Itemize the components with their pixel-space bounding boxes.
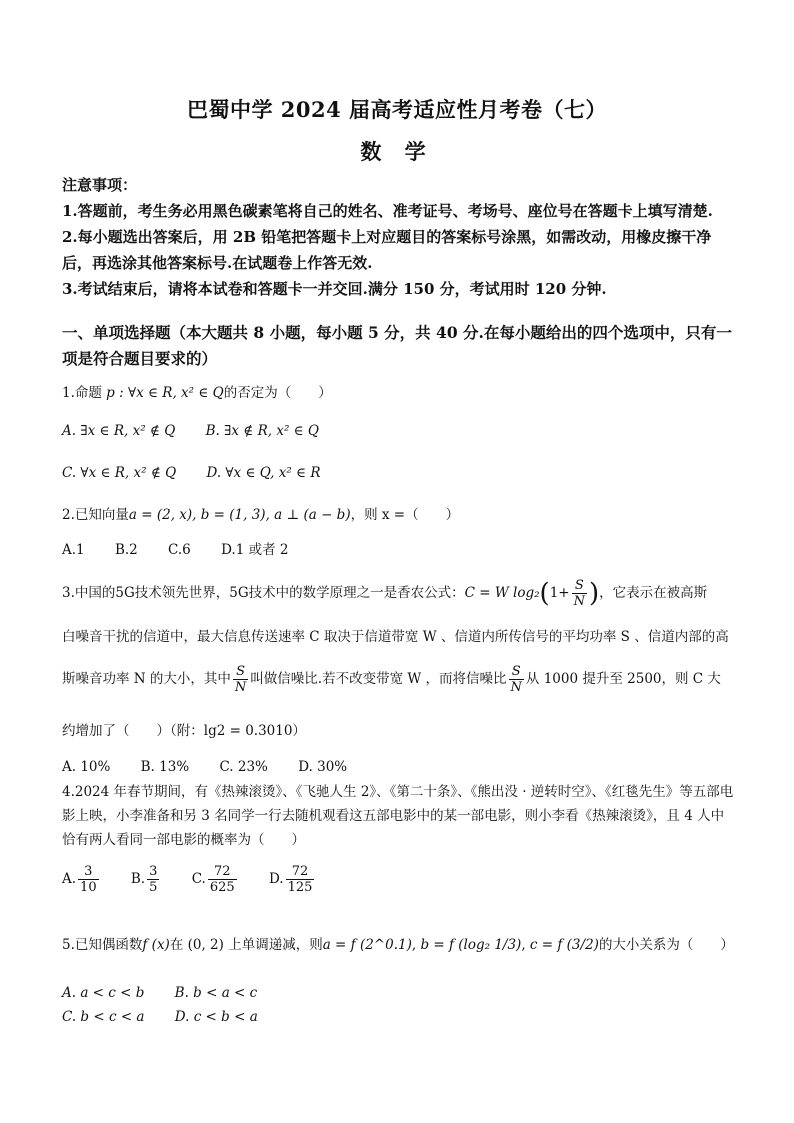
q2-option-d[interactable]: D.1 或者 2	[221, 542, 289, 558]
q4-option-c[interactable]: C. $\frac{72}{625}$	[191, 864, 235, 895]
q4-option-b[interactable]: B. $\frac{3}{5}$	[130, 864, 158, 895]
section-heading: 一、单项选择题（本大题共 8 小题，每小题 5 分，共 40 分.在每小题给出的四个选项中，只有一项是符合题目要求的）	[62, 323, 732, 368]
q3-option-d[interactable]: D. 30%	[298, 759, 348, 775]
q2-option-c[interactable]: C.6	[168, 542, 191, 558]
q1-option-c[interactable]: C. ∀x ∈ R, x² ∉ Q	[62, 465, 177, 481]
q3-option-c[interactable]: C. 23%	[219, 759, 268, 775]
question-3-line1: 3.中国的5G技术领先世界，5G技术中的数学原理之一是香农公式：C = W log₂(1+ $\frac{S}{N}$ )，它表示在被高斯	[62, 578, 708, 609]
question-3-line3: 斯噪音功率 N 的大小，其中 $\frac{S}{N}$ 叫做信噪比.若不改变带宽 W ，而将信噪比 $\frac{S}{N}$ 从 1000 提升至 2500，则 C 大	[62, 664, 721, 695]
exam-subject: 数 学	[360, 139, 434, 164]
exam-title: 巴蜀中学 2024 届高考适应性月考卷（七）	[186, 97, 608, 122]
note-item-1: 1.答题前，考生务必用黑色碳素笔将自己的姓名、准考证号、考场号、座位号在答题卡上填写清楚.	[62, 202, 713, 220]
notes-heading: 注意事项：	[62, 176, 138, 194]
q2-option-b[interactable]: B.2	[114, 542, 138, 558]
note-item-3: 3.考试结束后，请将本试卷和答题卡一并交回.满分 150 分，考试用时 120 分钟.	[62, 280, 607, 298]
question-1-options-row1	[62, 420, 734, 442]
q1-option-d[interactable]: D. ∀x ∈ Q, x² ∈ R	[206, 465, 321, 481]
formula-fraction: $\frac{S}{N}$	[573, 578, 585, 609]
q1-proposition: p : ∀x ∈ R, x² ∈ Q	[106, 385, 224, 401]
shannon-formula: C = W log₂	[464, 585, 540, 601]
question-3-line2: 白噪音干扰的信道中，最大信息传送速率 C 取决于信道带宽 W 、信道内所传信号的平均功率 S 、信道内部的高	[62, 629, 729, 645]
question-5-options-row1	[62, 982, 734, 1004]
question-4-options	[62, 864, 734, 895]
note-item-2: 2.每小题选出答案后，用 2B 铅笔把答题卡上对应题目的答案标号涂黑，如需改动，用橡皮擦干净后，再选涂其他答案标号.在试题卷上作答无效.	[62, 228, 712, 272]
q2-vectors: a = (2, x), b = (1, 3), a ⊥ (a − b)	[128, 507, 351, 523]
question-5-stem: 5.已知偶函数f (x)在 (0, 2) 上单调递减，则a = f (2^0.1), b = f (log₂ 1/3), c = f (3/2)的大小关系为（ ）	[62, 937, 734, 953]
question-3-options	[62, 756, 734, 778]
q5-option-a[interactable]: A. a < c < b	[62, 985, 145, 1001]
question-5-options-row2	[62, 1006, 734, 1028]
q2-option-a[interactable]: A.1	[62, 542, 85, 558]
q3-option-a[interactable]: A. 10%	[62, 759, 111, 775]
notes-block	[62, 172, 734, 302]
q5-function: f (x)	[142, 937, 170, 953]
snr-fraction-2: $\frac{S}{N}$	[510, 664, 522, 695]
q5-option-b[interactable]: B. b < a < c	[174, 985, 258, 1001]
q5-b-expr: b = f (log₂ 1/3)	[420, 937, 522, 953]
question-1-stem: 1.命题 p : ∀x ∈ R, x² ∈ Q的否定为（ ）	[62, 385, 332, 401]
question-3-line4: 约增加了（ ）（附：lg2 = 0.3010）	[62, 723, 306, 739]
q5-option-d[interactable]: D. c < b < a	[174, 1009, 258, 1025]
q5-option-c[interactable]: C. b < c < a	[62, 1009, 145, 1025]
snr-fraction-1: $\frac{S}{N}$	[234, 664, 247, 695]
question-4-stem: 4.2024 年春节期间，有《热辣滚烫》、《飞驰人生 2》、《第二十条》、《熊出没 · 逆转时空》、《红毯先生》等五部电影上映，小李准备和另 3 名同学一行去随机观看这五部电影中的某一部电影，则小李看《热辣滚烫》，且 4 人中恰有两人看同一部电影的概率为（ ）	[62, 784, 734, 848]
question-1-options-row2	[62, 462, 734, 484]
question-2-options	[62, 539, 734, 561]
q5-c-expr: c = f (3/2)	[529, 937, 599, 953]
q4-option-d[interactable]: D. $\frac{72}{125}$	[268, 864, 313, 895]
q4-option-a[interactable]: A. $\frac{3}{10}$	[62, 864, 97, 895]
q1-option-b[interactable]: B. ∃x ∉ R, x² ∈ Q	[205, 423, 319, 439]
q3-option-b[interactable]: B. 13%	[140, 759, 190, 775]
question-2-stem: 2.已知向量a = (2, x), b = (1, 3), a ⊥ (a − b)，则 x =（ ）	[62, 507, 460, 523]
q1-option-a[interactable]: A. ∃x ∈ R, x² ∉ Q	[62, 423, 176, 439]
q5-a-expr: a = f (2^0.1)	[322, 937, 412, 953]
